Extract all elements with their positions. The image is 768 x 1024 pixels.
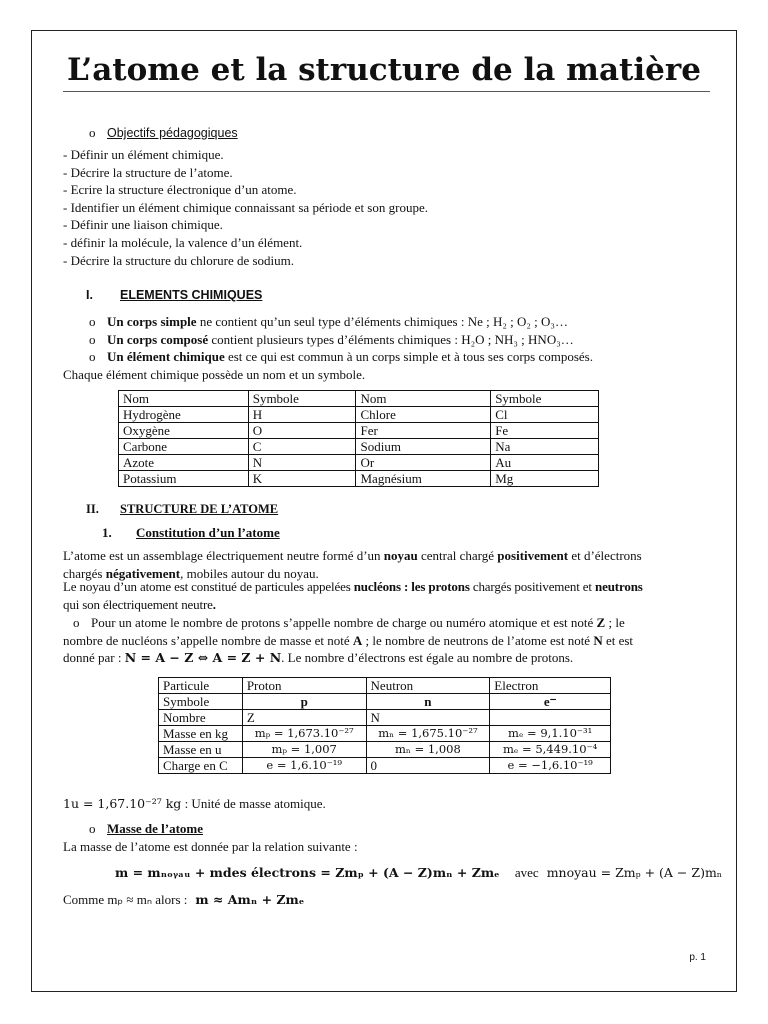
particles-table (158, 677, 611, 774)
table-row (159, 710, 611, 726)
page-number: p. 1 (689, 952, 706, 963)
section1-bullet-2: o Un corps composé contient plusieurs types d’éléments chimiques : H₂O ; NH₃ ; HNO₃… (89, 332, 574, 347)
section2-header (86, 501, 278, 519)
table-cell: Charge en C (159, 758, 243, 774)
paragraph-3: o Pour un atome le nombre de protons s’appelle nombre de charge ou numéro atomique et est noté Z ; le nombre de nucléons s’appelle nombre de masse et noté A ; le nombre de neutrons de l’atome est noté N et est donné par : N = A − Z ⇔ A = Z + N. Le nombre d’électrons est égale au nombre de protons. (63, 615, 634, 665)
table-cell: Nom (119, 391, 249, 407)
table-cell: mₑ = 5,449.10⁻⁴ (490, 742, 611, 758)
section1-bullet-3: o Un élément chimique est ce qui est commun à un corps simple et à tous ses corps composés. (89, 349, 593, 364)
table-cell: Oxygène (119, 423, 249, 439)
section2-heading: STRUCTURE DE L’ATOME (120, 502, 279, 516)
table-cell: Nombre (159, 710, 243, 726)
table-cell: mₙ = 1,008 (366, 742, 490, 758)
objectives-list (63, 146, 428, 269)
table-cell: Azote (119, 455, 249, 471)
mass-formula-line: m = mₙₒᵧₐᵤ + mdes électrons = Zmₚ + (A − Z)mₙ + Zmₑ avec mnoyau = Zmₚ + (A − Z)mₙ (115, 865, 723, 880)
table-row (159, 726, 611, 742)
table-cell: n (366, 694, 490, 710)
objective-item: - Ecrire la structure électronique d’un atome. (63, 182, 297, 198)
subsection-heading: Constitution d’un l’atome (136, 525, 280, 540)
table-row (159, 742, 611, 758)
section1-header (86, 287, 262, 305)
table-row (119, 423, 599, 439)
section1-number: I. (86, 288, 93, 302)
objective-item: - Définir une liaison chimique. (63, 217, 223, 233)
objective-item: - Décrire la structure de l’atome. (63, 164, 233, 180)
table-cell: N (366, 710, 490, 726)
section1-note: Chaque élément chimique possède un nom et un symbole. (63, 367, 366, 382)
mass-formula: m = mₙₒᵧₐᵤ + mdes électrons = Zmₚ + (A − Z)mₙ + Zmₑ (115, 865, 500, 880)
table-cell: e = −1,6.10⁻¹⁹ (490, 758, 611, 774)
objectives-heading: Objectifs pédagogiques (107, 126, 238, 140)
paragraph-1: L’atome est un assemblage électriquement neutre formé d’un noyau central chargé positivement et d’électrons chargés négativement, mobiles autour du noyau. (63, 548, 642, 581)
table-row (159, 678, 611, 694)
table-cell: Nom (356, 391, 491, 407)
section1-heading: ELEMENTS CHIMIQUES (120, 288, 263, 302)
table-cell: mₙ = 1,675.10⁻²⁷ (366, 726, 490, 742)
table-cell: Z (242, 710, 366, 726)
mass-heading: Masse de l’atome (107, 821, 204, 836)
table-cell: Chlore (356, 407, 491, 423)
table-cell: H (248, 407, 356, 423)
table-cell: Symbole (491, 391, 599, 407)
table-cell: e⁻ (490, 694, 611, 710)
table-cell: Masse en kg (159, 726, 243, 742)
circle-bullet-icon: o (89, 125, 96, 140)
title-underline (63, 91, 710, 92)
table-row (119, 407, 599, 423)
table-row (119, 471, 599, 487)
table-cell: N (248, 455, 356, 471)
section1-bullet-1: o Un corps simple ne contient qu’un seul type d’éléments chimiques : Ne ; H₂ ; O₂ ; O₃… (89, 314, 568, 329)
table-cell: Carbone (119, 439, 249, 455)
table-row (119, 439, 599, 455)
table-cell: Cl (491, 407, 599, 423)
table-cell: mₑ = 9,1.10⁻³¹ (490, 726, 611, 742)
table-cell: Particule (159, 678, 243, 694)
table-cell: K (248, 471, 356, 487)
table-cell: Potassium (119, 471, 249, 487)
table-cell: Masse en u (159, 742, 243, 758)
mass-header: o Masse de l’atome (89, 821, 204, 836)
amu-formula: 1u = 1,67.10⁻²⁷ kg (63, 796, 182, 811)
table-cell: Proton (242, 678, 366, 694)
table-row (119, 455, 599, 471)
table-row (119, 391, 599, 407)
mass-intro: La masse de l’atome est donnée par la relation suivante : (63, 839, 358, 854)
table-cell: Hydrogène (119, 407, 249, 423)
table-cell: Symbole (248, 391, 356, 407)
table-cell: mₚ = 1,673.10⁻²⁷ (242, 726, 366, 742)
table-row (159, 694, 611, 710)
section2-number: II. (86, 502, 99, 516)
approx-line: Comme mₚ ≈ mₙ alors : m ≈ Amₙ + Zmₑ (63, 892, 305, 907)
subsection-header: 1. Constitution d’un l’atome (102, 525, 280, 540)
elements-table (118, 390, 599, 487)
noyau-formula: mnoyau = Zmₚ + (A − Z)mₙ (546, 865, 723, 880)
table-cell: 0 (366, 758, 490, 774)
table-cell: mₚ = 1,007 (242, 742, 366, 758)
paragraph-2: Le noyau d’un atome est constitué de particules appelées nucléons : les protons chargés positivement et neutrons qui son électriquement neutre. (63, 579, 643, 612)
approx-formula: m ≈ Amₙ + Zmₑ (195, 892, 305, 907)
table-cell: Symbole (159, 694, 243, 710)
table-cell: Sodium (356, 439, 491, 455)
table-cell: Neutron (366, 678, 490, 694)
table-cell: p (242, 694, 366, 710)
objective-item: - Définir un élément chimique. (63, 147, 224, 162)
table-cell: C (248, 439, 356, 455)
objectives-header (89, 124, 238, 143)
table-cell: Fe (491, 423, 599, 439)
table-cell: Na (491, 439, 599, 455)
table-row (159, 758, 611, 774)
table-cell: Or (356, 455, 491, 471)
table-cell: Fer (356, 423, 491, 439)
objective-item: - Identifier un élément chimique connaissant sa période et son groupe. (63, 199, 428, 215)
table-cell (490, 710, 611, 726)
objective-item: - définir la molécule, la valence d’un élément. (63, 234, 303, 250)
table-cell: Magnésium (356, 471, 491, 487)
table-cell: O (248, 423, 356, 439)
table-cell: Au (491, 455, 599, 471)
table-cell: e = 1,6.10⁻¹⁹ (242, 758, 366, 774)
table-cell: Electron (490, 678, 611, 694)
page-title: L’atome et la structure de la matière (67, 52, 701, 88)
table-cell: Mg (491, 471, 599, 487)
objective-item: - Décrire la structure du chlorure de sodium. (63, 252, 295, 268)
amu-line: 1u = 1,67.10⁻²⁷ kg : Unité de masse atomique. (63, 796, 326, 811)
